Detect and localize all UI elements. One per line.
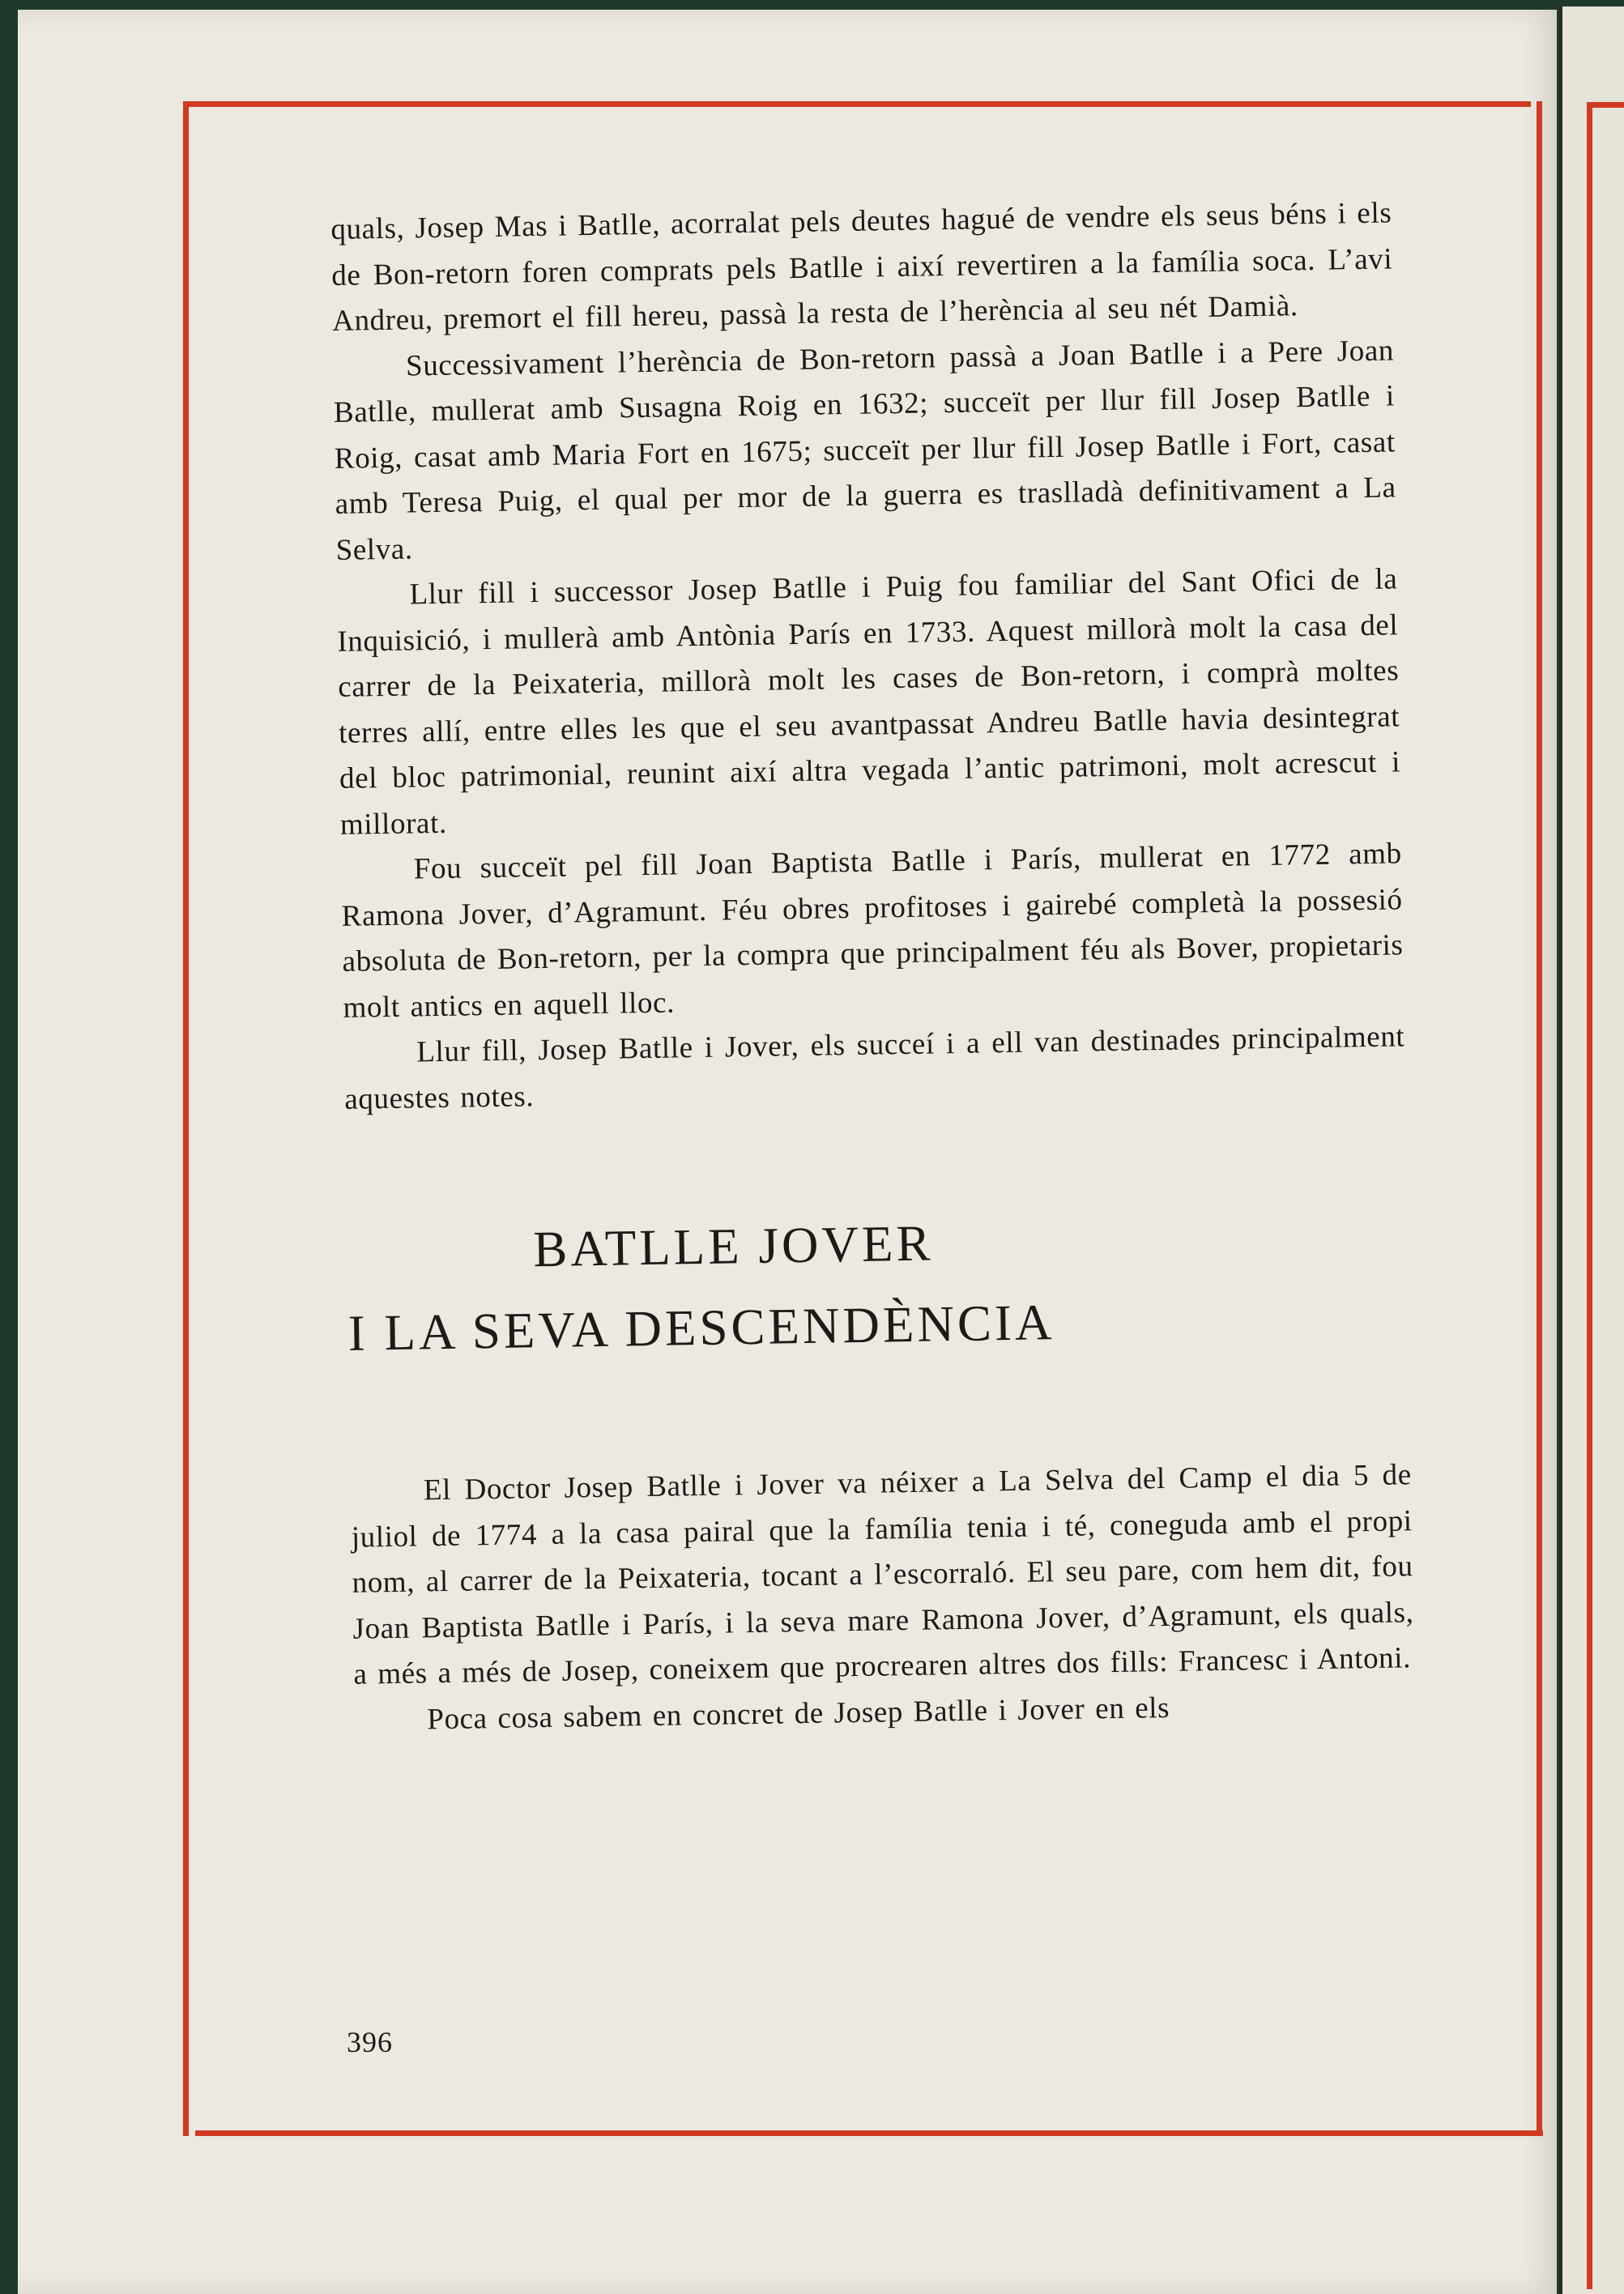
body-text-section-1 [330,190,1406,1122]
page-text-block [330,190,1416,1743]
section-heading-line-1: BATLLE JOVER [532,1214,934,1278]
section-heading [346,1195,1409,1374]
adjacent-page-edge [1559,6,1624,2294]
page-number: 396 [347,2026,393,2058]
frame-rule-right [1537,101,1542,2136]
body-paragraph: Llur fill, Josep Batlle i Jover, els succeí i a ell van destinades principalment aquestes notes. [343,1020,1405,1116]
frame-rule-bottom [195,2130,1543,2136]
frame-rule-left [183,101,189,2136]
adjacent-frame-rule-left [1587,102,1592,2289]
body-paragraph: Poca cosa sabem en concret de Josep Batlle i Jover en els [427,1691,1170,1736]
body-text-section-2 [350,1452,1415,1744]
body-paragraph: Successivament l’herència de Bon-retorn passà a Joan Batlle i a Pere Joan Batlle, mullerat amb Susagna Roig en 1632; succeït per llur fill Josep Batlle i Roig, casat amb Maria Fort en 1675; succeït per llur fill Josep Batlle i Fort, casat amb Teresa Puig, el qual per mor de la guerra es traslladà definitivament a La Selva. [333,333,1396,567]
section-heading-line-2: I LA SEVA DESCENDÈNCIA [347,1294,1055,1362]
frame-rule-top [183,101,1531,107]
body-paragraph: El Doctor Josep Batlle i Jover va néixer a La Selva del Camp el dia 5 de juliol de 1774 a la casa pairal que la família tenia i té, coneguda amb el propi nom, al carrer de la Peixateria, tocant a l’escorraló. El seu pare, com hem dit, fou Joan Baptista Batlle i París, i la seva mare Ramona Jover, d’Agramunt, els quals, a més a més de Josep, coneixem que procrearen altres dos fills: Francesc i Antoni. [351,1458,1414,1691]
body-paragraph: Llur fill i successor Josep Batlle i Puig fou familiar del Sant Ofici de la Inquisició, i mullerà amb Antònia París en 1733. Aquest millorà molt la casa del carrer de la Peixateria, millorà molt les cases de Bon-retorn, i comprà moltes terres allí, entre elles les que el seu avantpassat Andreu Batlle havia desintegrat del bloc patrimonial, reunint així altra vegada l’antic patrimoni, molt acrescut i millorat. [337,562,1401,842]
body-paragraph: Fou succeït pel fill Joan Baptista Batlle i París, mullerat en 1772 amb Ramona Jover, d’Agramunt. Féu obres profitoses i gairebé completà la possesió absoluta de Bon-retorn, per la compra que principalment féu als Bover, propietaris molt antics en aquell lloc. [341,837,1404,1025]
body-paragraph: quals, Josep Mas i Batlle, acorralat pels deutes hagué de vendre els seus béns i els de Bon-retorn foren comprats pels Batlle i així revertiren a la família soca. L’avi Andreu, premort el fill hereu, passà la resta de l’herència al seu nét Damià. [330,196,1393,338]
